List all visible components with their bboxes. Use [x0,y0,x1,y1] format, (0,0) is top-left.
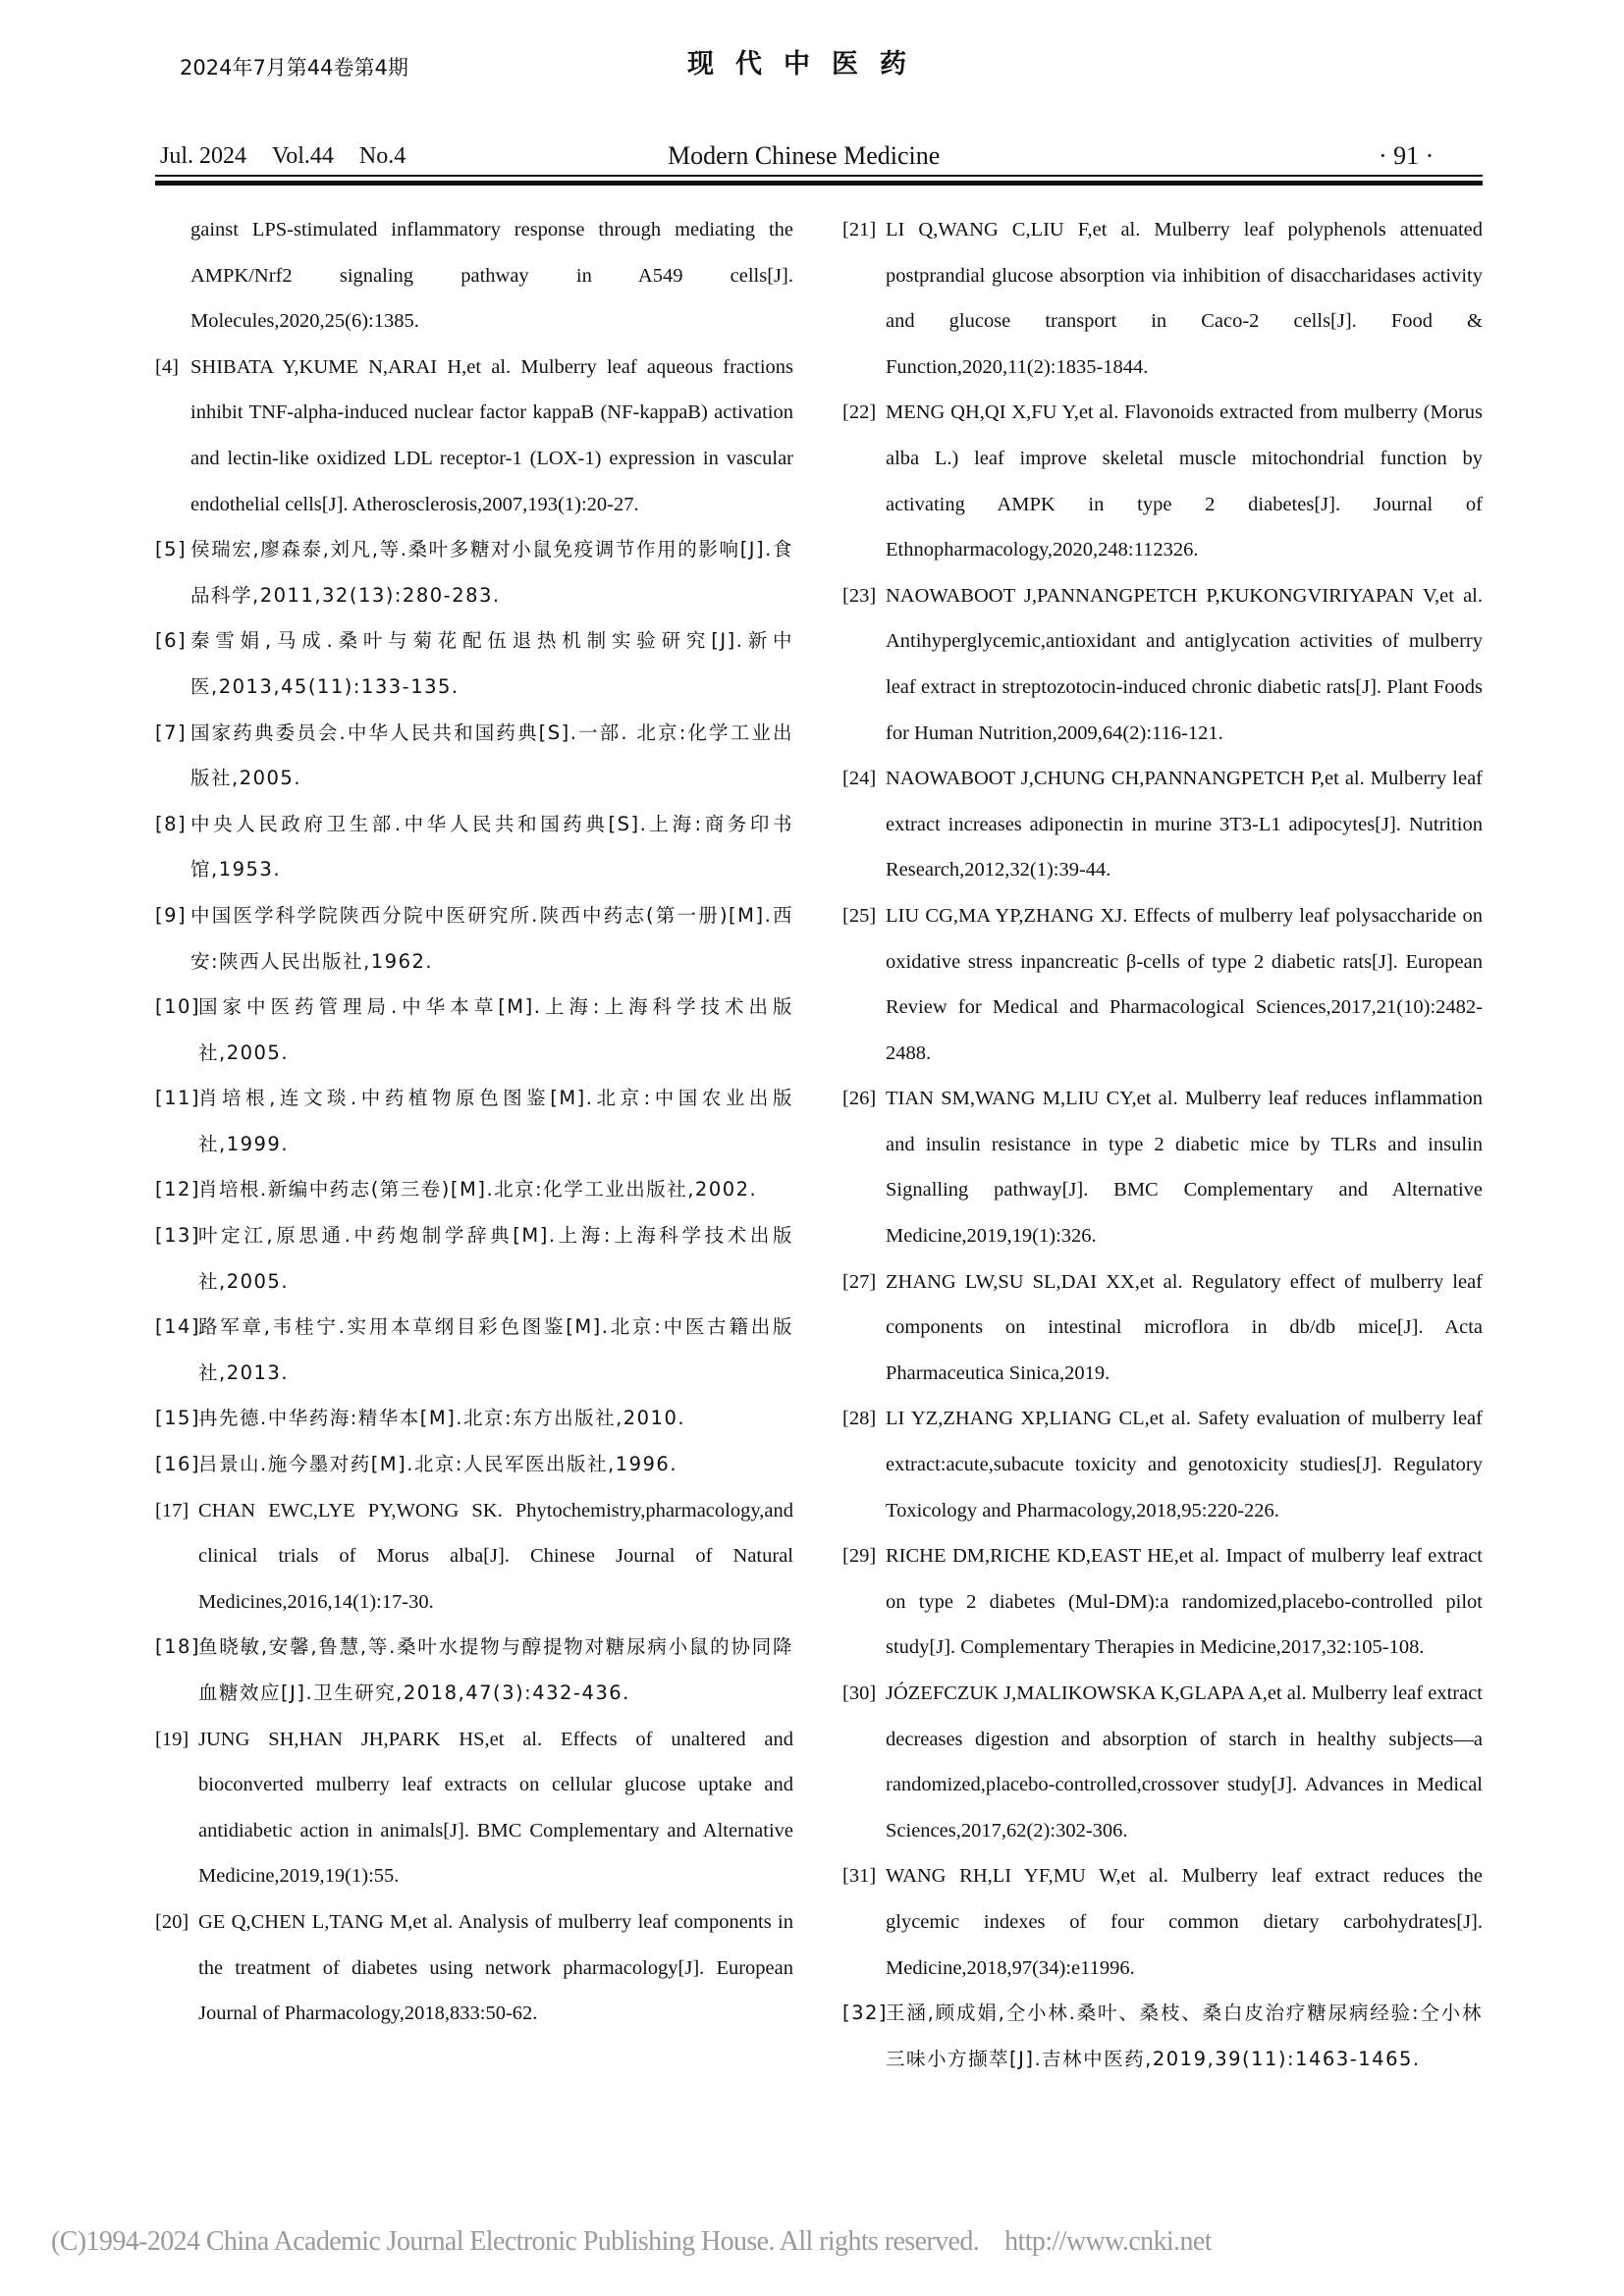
reference-number: [18] [155,1635,201,1659]
reference-number: [25] [842,904,877,927]
reference-number: [6] [155,629,188,653]
issue-date-en: Jul. 2024 [160,143,247,169]
reference-item [155,1396,793,1442]
reference-text: 路军章,韦桂宁.实用本草纲目彩色图鉴[M].北京:中医古籍出版社,2013. [198,1315,793,1384]
reference-number: [28] [842,1408,877,1430]
reference-text: gainst LPS-stimulated inflammatory response through mediating the AMPK/Nrf2 signaling pathway in A549 cells[J]. Molecules,2020,25(6):1385. [190,219,793,333]
issue-date-cn: 2024年7月第44卷第4期 [180,56,408,80]
reference-number: [22] [842,401,877,424]
reference-number: [12] [155,1178,201,1201]
reference-item [155,802,793,893]
header-rule-thick [155,181,1483,186]
reference-text: SHIBATA Y,KUME N,ARAI H,et al. Mulberry leaf aqueous fractions inhibit TNF-alpha-induced nuclear factor kappaB (NF-kappaB) activation and lectin-like oxidized LDL receptor-1 (LOX-1) expression in vascular endothelial cells[J]. Atherosclerosis,2007,193(1):20-27. [190,355,793,515]
reference-item [842,893,1483,1076]
references-left-column [155,207,793,2037]
reference-item [155,1717,793,1899]
page-number: · 91 · [1379,141,1435,170]
reference-text: 鱼晓敏,安馨,鲁慧,等.桑叶水提物与醇提物对糖尿病小鼠的协同降血糖效应[J].卫生研究,2018,47(3):432-436. [198,1635,793,1704]
reference-item [842,756,1483,893]
reference-text: 中国医学科学院陕西分院中医研究所.陕西中药志(第一册)[M].西安:陕西人民出版社,1962. [190,903,793,973]
reference-item [155,1625,793,1716]
reference-text: 肖培根,连文琰.中药植物原色图鉴[M].北京:中国农业出版社,1999. [198,1087,793,1155]
reference-text: 王涵,顾成娟,仝小林.桑叶、桑枝、桑白皮治疗糖尿病经验:仝小林三味小方撷萃[J].吉林中医药,2019,39(11):1463-1465. [886,2002,1483,2070]
reference-number: [7] [155,721,188,744]
reference-item [842,1076,1483,1258]
reference-text: TIAN SM,WANG M,LIU CY,et al. Mulberry leaf reduces inflammation and insulin resistance in type 2 diabetic mice by TLRs and insulin Signalling pathway[J]. BMC Complementary and Alternative Medicine,2019,19(1):326. [886,1088,1483,1248]
reference-item [155,618,793,710]
reference-text: NAOWABOOT J,CHUNG CH,PANNANGPETCH P,et al. Mulberry leaf extract increases adiponectin in murine 3T3-L1 adipocytes[J]. Nutrition Research,2012,32(1):39-44. [886,768,1483,881]
reference-text: LI YZ,ZHANG XP,LIANG CL,et al. Safety evaluation of mulberry leaf extract:acute,subacute toxicity and genotoxicity studies[J]. Regulatory Toxicology and Pharmacology,2018,95:220-226. [886,1408,1483,1522]
reference-number: [21] [842,219,877,240]
reference-number: [14] [155,1315,201,1339]
reference-text: ZHANG LW,SU SL,DAI XX,et al. Regulatory effect of mulberry leaf components on intestinal microflora in db/db mice[J]. Acta Pharmaceutica Sinica,2019. [886,1270,1483,1384]
reference-number: [29] [842,1545,877,1568]
reference-item [155,1213,793,1305]
issue-number: No.4 [358,143,406,169]
reference-item [155,1488,793,1626]
reference-text: LIU CG,MA YP,ZHANG XJ. Effects of mulberry leaf polysaccharide on oxidative stress inpancreatic β-cells of type 2 diabetic rats[J]. European Review for Medical and Pharmacological Sciences,2017,21(10):2482-2488. [886,904,1483,1064]
reference-item [155,1076,793,1167]
header-rule-thin [155,175,1483,177]
reference-number: [27] [842,1270,877,1293]
reference-number: [9] [155,903,188,927]
reference-number: [17] [155,1499,189,1522]
reference-number: [15] [155,1407,201,1430]
reference-item [842,1991,1483,2082]
reference-text: 吕景山.施今墨对药[M].北京:人民军医出版社,1996. [198,1453,678,1476]
reference-number: [11] [155,1087,201,1110]
reference-item [155,1899,793,2037]
reference-number: [10] [155,995,201,1019]
reference-text: 叶定江,原思通.中药炮制学辞典[M].上海:上海科学技术出版社,2005. [198,1224,793,1293]
reference-number: [8] [155,812,188,835]
reference-item [842,1259,1483,1397]
reference-text: GE Q,CHEN L,TANG M,et al. Analysis of mulberry leaf components in the treatment of diabetes using network pharmacology[J]. European Journal of Pharmacology,2018,833:50-62. [198,1910,793,2025]
reference-number: [16] [155,1453,201,1476]
reference-number: [19] [155,1728,189,1750]
reference-item [842,573,1483,756]
reference-text: 秦雪娟,马成.桑叶与菊花配伍退热机制实验研究[J].新中医,2013,45(11):133-135. [190,629,793,698]
reference-text: WANG RH,LI YF,MU W,et al. Mulberry leaf extract reduces the glycemic indexes of four common dietary carbohydrates[J]. Medicine,2018,97(34):e11996. [886,1865,1483,1979]
reference-number: [13] [155,1224,201,1248]
reference-text: JÓZEFCZUK J,MALIKOWSKA K,GLAPA A,et al. Mulberry leaf extract decreases digestion and absorption of starch in healthy subjects—a randomized,placebo-controlled,crossover study[J]. Advances in Medical Sciences,2017,62(2):302-306. [886,1682,1483,1842]
copyright-text: (C)1994-2024 China Academic Journal Electronic Publishing House. All rights reserved. [51,2226,980,2257]
reference-number: [31] [842,1865,877,1888]
issue-info-en [160,142,431,170]
reference-item [155,207,793,345]
reference-text: 国家中医药管理局.中华本草[M].上海:上海科学技术出版社,2005. [198,995,793,1064]
reference-text: MENG QH,QI X,FU Y,et al. Flavonoids extracted from mulberry (Morus alba L.) leaf improve skeletal muscle mitochondrial function by activating AMPK in type 2 diabetes[J]. Journal of Ethnopharmacology,2020,248:112326. [886,401,1483,561]
reference-text: 冉先德.中华药海:精华本[M].北京:东方出版社,2010. [198,1407,686,1430]
reference-item [155,1167,793,1213]
reference-number: [4] [155,355,179,378]
reference-item [842,1533,1483,1671]
reference-item [155,527,793,618]
journal-title-cn: 现代中医药 [687,49,928,80]
reference-number: [24] [842,768,877,790]
reference-item [155,711,793,802]
reference-text: 中央人民政府卫生部.中华人民共和国药典[S].上海:商务印书馆,1953. [190,812,793,881]
footer-url[interactable]: http://www.cnki.net [1004,2226,1212,2257]
journal-title-en: Modern Chinese Medicine [668,141,941,170]
reference-item [155,1442,793,1488]
reference-text: CHAN EWC,LYE PY,WONG SK. Phytochemistry,pharmacology,and clinical trials of Morus alba[J]. Chinese Journal of Natural Medicines,2016,14(1):17-30. [198,1499,793,1613]
reference-item [842,1671,1483,1853]
reference-text: 侯瑞宏,廖森泰,刘凡,等.桑叶多糖对小鼠免疫调节作用的影响[J].食品科学,2011,32(13):280-283. [190,538,793,607]
reference-number: [23] [842,584,877,607]
reference-text: 肖培根.新编中药志(第三卷)[M].北京:化学工业出版社,2002. [198,1178,758,1201]
reference-number: [5] [155,538,188,561]
reference-item [842,390,1483,572]
reference-text: RICHE DM,RICHE KD,EAST HE,et al. Impact of mulberry leaf extract on type 2 diabetes (Mul-DM):a randomized,placebo-controlled pilot study[J]. Complementary Therapies in Medicine,2017,32:105-108. [886,1545,1483,1659]
reference-text: LI Q,WANG C,LIU F,et al. Mulberry leaf polyphenols attenuated postprandial glucose absorption via inhibition of disaccharidases activity and glucose transport in Caco-2 cells[J]. Food & Function,2020,11(2):1835-1844. [886,219,1483,378]
reference-item [842,1853,1483,1991]
reference-number: [30] [842,1682,877,1704]
reference-text: NAOWABOOT J,PANNANGPETCH P,KUKONGVIRIYAPAN V,et al. Antihyperglycemic,antioxidant and antiglycation activities of mulberry leaf extract in streptozotocin-induced chronic diabetic rats[J]. Plant Foods for Human Nutrition,2009,64(2):116-121. [886,584,1483,744]
reference-item [842,207,1483,390]
references-right-column [842,207,1483,2082]
reference-number: [26] [842,1088,877,1110]
issue-volume: Vol.44 [272,143,334,169]
reference-item [155,1305,793,1396]
reference-item [842,1396,1483,1533]
reference-item [155,893,793,985]
reference-item [155,345,793,527]
reference-text: 国家药典委员会.中华人民共和国药典[S].一部. 北京:化学工业出版社,2005. [190,721,793,790]
reference-number: [20] [155,1910,189,1933]
reference-number: [32] [842,2002,889,2025]
reference-text: JUNG SH,HAN JH,PARK HS,et al. Effects of unaltered and bioconverted mulberry leaf extracts on cellular glucose uptake and antidiabetic action in animals[J]. BMC Complementary and Alternative Medicine,2019,19(1):55. [198,1728,793,1888]
reference-item [155,985,793,1076]
copyright-footer [51,2226,1212,2258]
